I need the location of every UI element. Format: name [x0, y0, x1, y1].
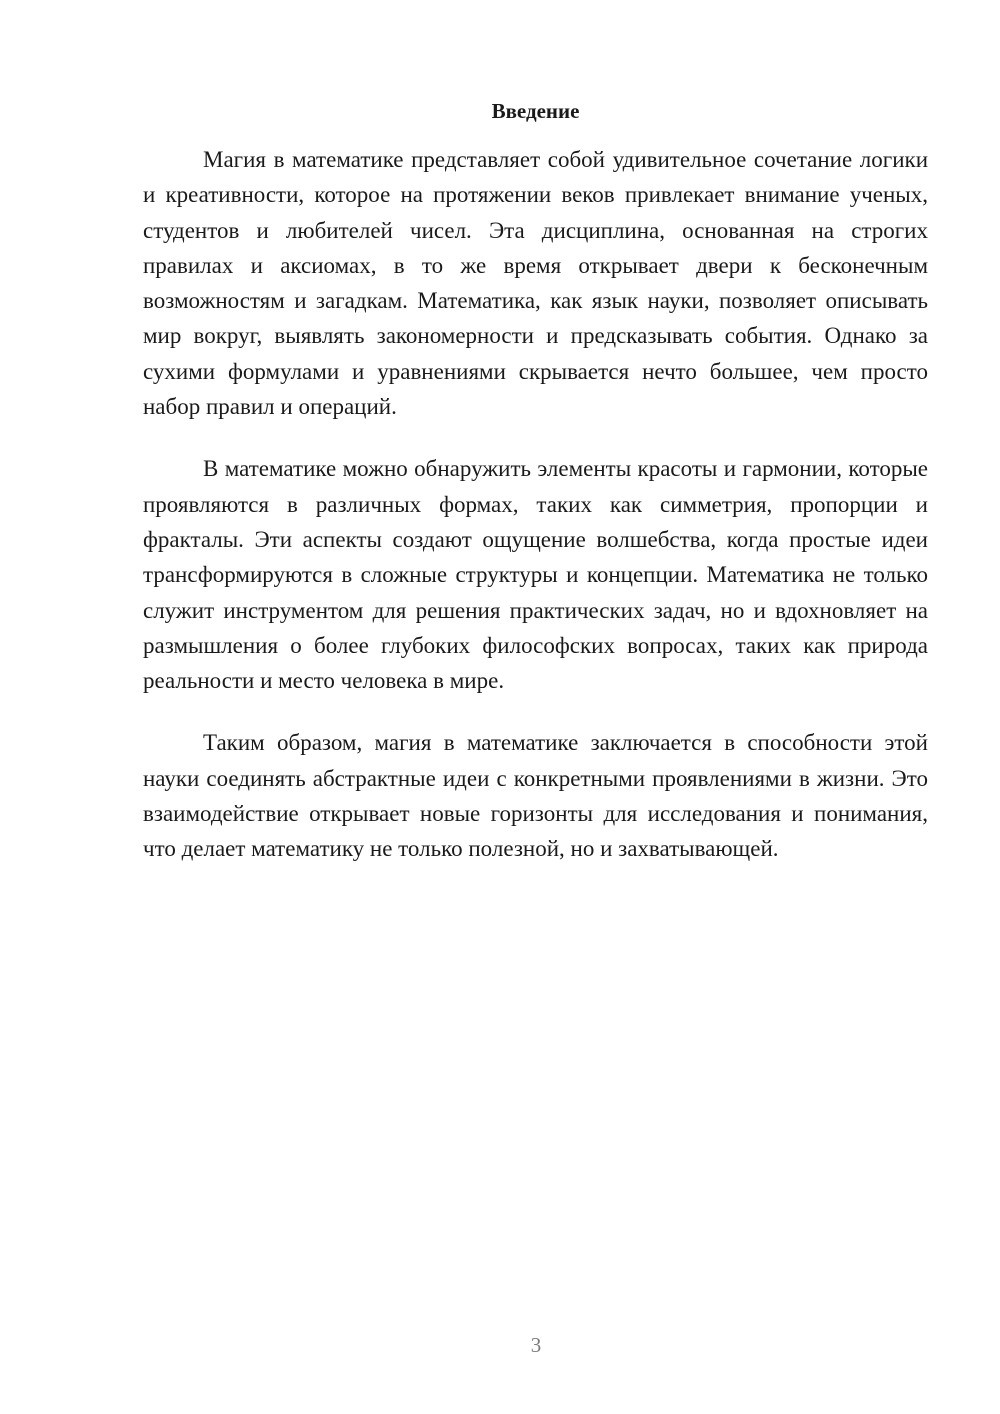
section-title: Введение: [491, 99, 580, 123]
paragraph-3: Таким образом, магия в математике заключается в способности этой науки соединять абстрактные идеи с конкретными проявлениями в жизни. Это взаимодействие открывает новые горизонты для исследования и понимания, что делает математику не только полезной, но и захватывающей.: [143, 730, 928, 862]
page-number: 3: [530, 1333, 542, 1357]
paragraph-2: В математике можно обнаружить элементы красоты и гармонии, которые проявляются в различных формах, таких как симметрия, пропорции и фракталы. Эти аспекты создают ощущение волшебства, когда простые идеи трансформируются в сложные структуры и концепции. Математика не только служит инструментом для решения практических задач, но и вдохновляет на размышления о более глубоких философских вопросах, таких как природа реальности и место человека в мире.: [143, 456, 928, 694]
body-text: [143, 142, 928, 894]
paragraph-1: Магия в математике представляет собой удивительное сочетание логики и креативности, которое на протяжении веков привлекает внимание ученых, студентов и любителей чисел. Эта дисциплина, основанная на строгих правилах и аксиомах, в то же время открывает двери к бесконечным возможностям и загадкам. Математика, как язык науки, позволяет описывать мир вокруг, выявлять закономерности и предсказывать события. Однако за сухими формулами и уравнениями скрывается нечто большее, чем просто набор правил и операций.: [143, 147, 928, 420]
